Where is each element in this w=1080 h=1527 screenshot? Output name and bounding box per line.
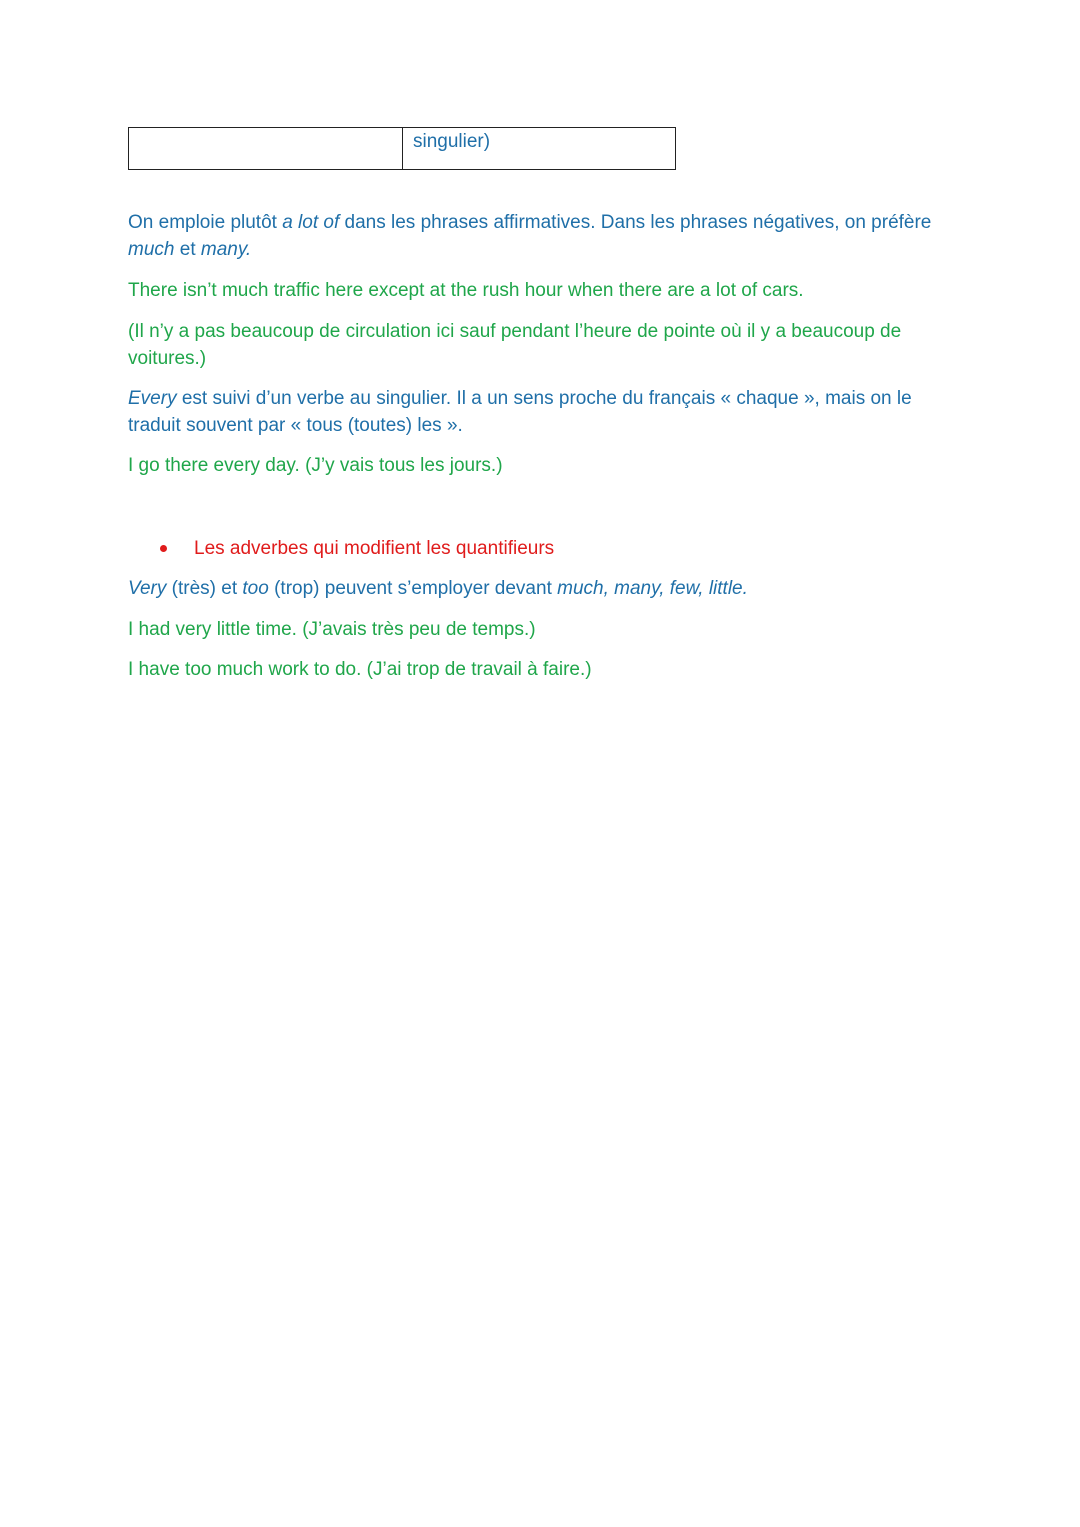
explanation-very-too bbox=[128, 575, 948, 602]
explanation-every bbox=[128, 385, 948, 439]
text-segment: (très) et bbox=[166, 578, 243, 599]
text-segment: (trop) peuvent s’employer devant bbox=[268, 578, 558, 599]
bullet-icon bbox=[160, 545, 167, 552]
example-very-little: I had very little time. (J’avais très peu de temps.) bbox=[128, 619, 536, 640]
text-segment: On emploie plutôt bbox=[128, 212, 283, 233]
italic-term: much bbox=[128, 239, 175, 260]
italic-term: Every bbox=[128, 388, 177, 409]
italic-term: too bbox=[242, 578, 269, 599]
table-cell-left bbox=[129, 128, 403, 169]
example-too-much: I have too much work to do. (J’ai trop de travail à faire.) bbox=[128, 659, 592, 680]
example-every-day: I go there every day. (J’y vais tous les jours.) bbox=[128, 455, 503, 476]
italic-term: Very bbox=[128, 578, 167, 599]
text-segment: est suivi d’un verbe au singulier. Il a un sens proche du français « chaque », mais on le traduit souvent par « tous (toutes) les ». bbox=[128, 388, 912, 436]
text-segment: dans les phrases affirmatives. Dans les phrases négatives, on préfère bbox=[339, 212, 932, 233]
example-traffic: There isn’t much traffic here except at the rush hour when there are a lot of cars. bbox=[128, 280, 804, 301]
example-traffic-translation: (Il n’y a pas beaucoup de circulation ici sauf pendant l’heure de pointe où il y a beaucoup de voitures.) bbox=[128, 321, 902, 369]
italic-term: a lot of bbox=[282, 212, 340, 233]
bullet-heading bbox=[158, 535, 918, 562]
italic-term: many. bbox=[200, 239, 252, 260]
table-cell-right: singulier) bbox=[413, 131, 491, 152]
heading-text: Les adverbes qui modifient les quantifieurs bbox=[194, 538, 555, 559]
explanation-lot-of bbox=[128, 209, 948, 263]
text-segment: et bbox=[174, 239, 201, 260]
table-fragment bbox=[128, 127, 676, 170]
italic-term: much, many, few, little. bbox=[557, 578, 748, 599]
